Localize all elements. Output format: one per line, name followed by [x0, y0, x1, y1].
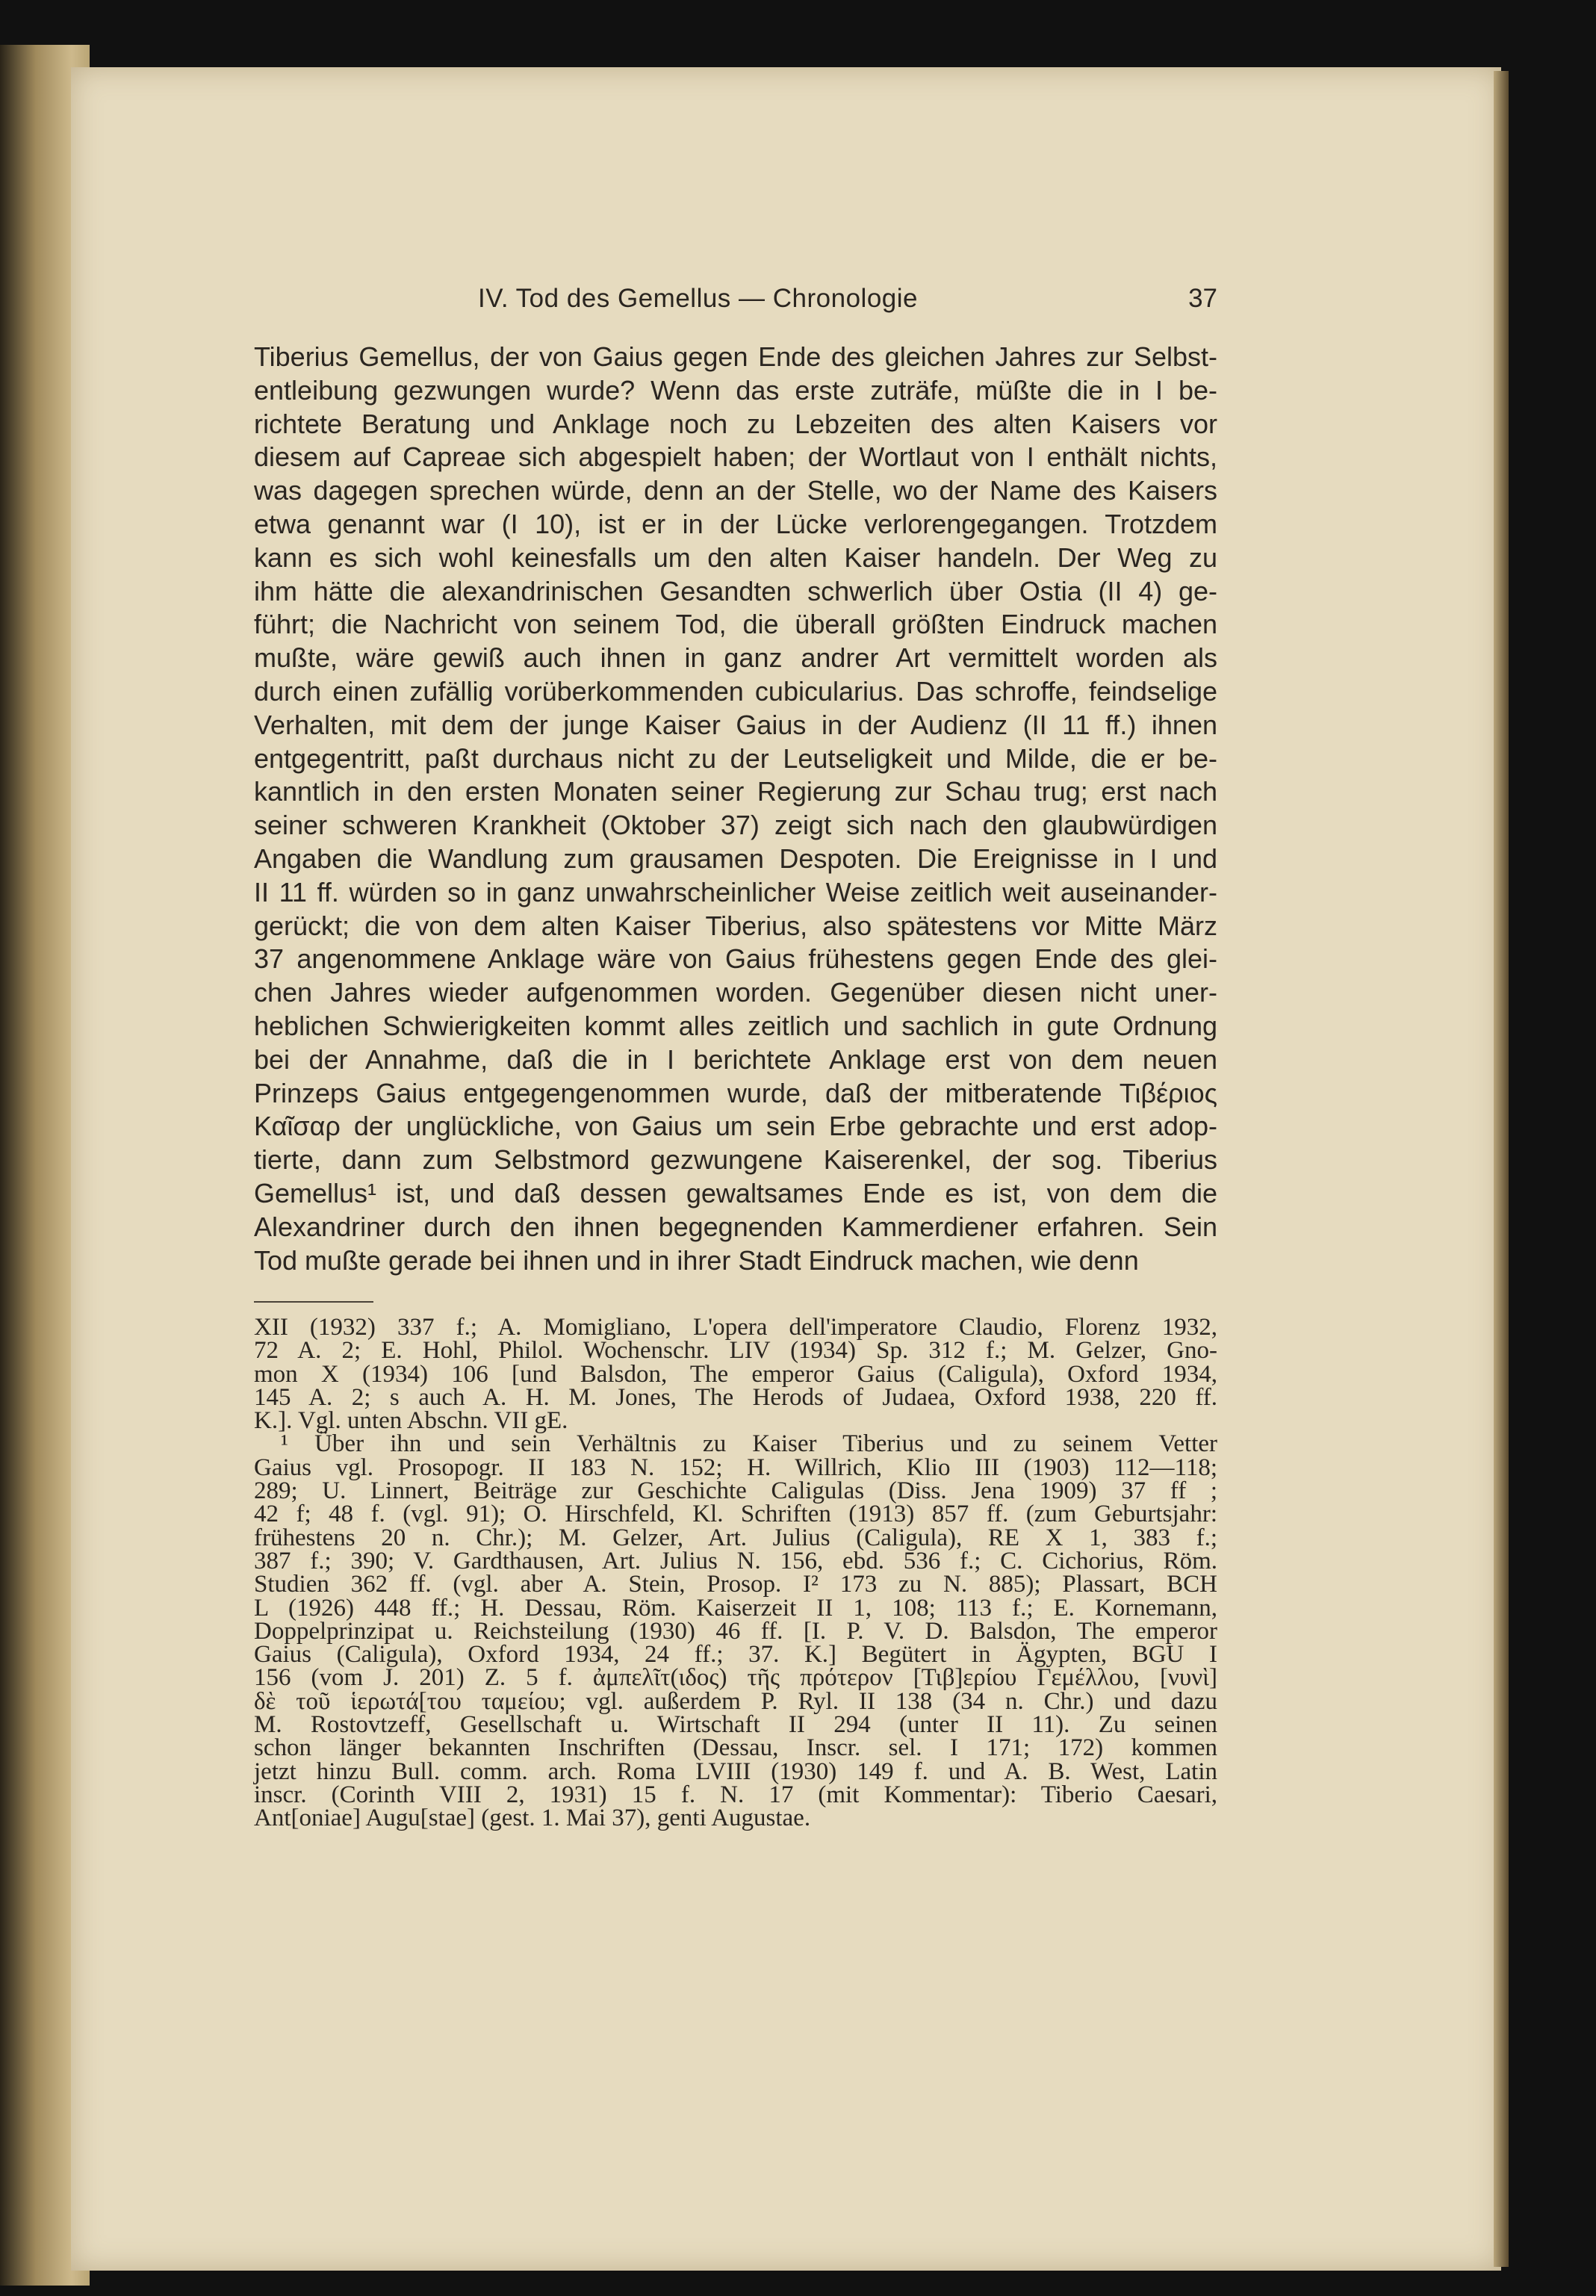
- text-line: Gemellus¹ ist, und daß dessen gewaltsames Ende es ist, von dem die: [254, 1177, 1217, 1208]
- footnote-line: L (1926) 448 ff.; H. Dessau, Röm. Kaiserzeit II 1, 108; 113 f.; E. Kornemann,: [254, 1594, 1217, 1622]
- text-line: mußte, wäre gewiß auch ihnen in ganz andrer Art vermittelt worden als: [254, 642, 1217, 674]
- footnote-line: Studien 362 ff. (vgl. aber A. Stein, Prosop. I² 173 zu N. 885); Plassart, BCH: [254, 1571, 1217, 1598]
- text-line: entleibung gezwungen wurde? Wenn das erste zuträfe, müßte die in I be-: [254, 374, 1217, 406]
- footnote-line: Doppelprinzipat u. Reichsteilung (1930) 46 ff. [I. P. V. D. Balsdon, The emperor: [254, 1617, 1217, 1645]
- text-line: Angaben die Wandlung zum grausamen Despoten. Die Ereignisse in I und: [254, 843, 1217, 874]
- chapter-title: IV. Tod des Gemellus — Chronologie: [478, 284, 918, 313]
- footnote-rule: [254, 1301, 373, 1303]
- footnote-line: M. Rostovtzeff, Gesellschaft u. Wirtschaft II 294 (unter II 11). Zu seinen: [254, 1711, 1217, 1739]
- footnote-line: schon länger bekannten Inschriften (Dessau, Inscr. sel. I 171; 172) kommen: [254, 1734, 1217, 1762]
- running-head: [254, 284, 1217, 329]
- text-line: tierte, dann zum Selbstmord gezwungene Kaiserenkel, der sog. Tiberius: [254, 1144, 1217, 1176]
- page-edge: [1494, 71, 1509, 2267]
- text-line: gerückt; die von dem alten Kaiser Tiberius, also spätestens vor Mitte März: [254, 910, 1217, 941]
- footnote-line: frühestens 20 n. Chr.); M. Gelzer, Art. Julius (Caligula), RE X 1, 383 f.;: [254, 1524, 1217, 1551]
- text-line: Tiberius Gemellus, der von Gaius gegen Ende des gleichen Jahres zur Selbst-: [254, 341, 1217, 372]
- footnote-line: 156 (vom J. 201) Z. 5 f. ἀμπελῖτ(ιδος) τῆς πρότερον [Τιβ]ερίου Γεμέλλου, [νυνὶ]: [254, 1664, 1217, 1692]
- text-line: Verhalten, mit dem der junge Kaiser Gaius in der Audienz (II 11 ff.) ihnen: [254, 709, 1217, 740]
- text-line: Alexandriner durch den ihnen begegnenden Kammerdiener erfahren. Sein: [254, 1211, 1217, 1242]
- text-line: heblichen Schwierigkeiten kommt alles zeitlich und sachlich in gute Ordnung: [254, 1010, 1217, 1041]
- footnote-line: Ant[oniae] Augu[stae] (gest. 1. Mai 37), genti Augustae.: [254, 1805, 811, 1832]
- text-line: bei der Annahme, daß die in I berichtete Anklage erst von dem neuen: [254, 1043, 1217, 1075]
- footnote-line: 72 A. 2; E. Hohl, Philol. Wochenschr. LIV (1934) Sp. 312 f.; M. Gelzer, Gno-: [254, 1337, 1217, 1365]
- text-line: kann es sich wohl keinesfalls um den alten Kaiser handeln. Der Weg zu: [254, 542, 1217, 573]
- text-line: kanntlich in den ersten Monaten seiner Regierung zur Schau trug; erst nach: [254, 776, 1217, 807]
- text-line: II 11 ff. würden so in ganz unwahrscheinlicher Weise zeitlich weit auseinander-: [254, 876, 1217, 907]
- footnote-line: ¹ Über ihn und sein Verhältnis zu Kaiser Tiberius und zu seinem Vetter: [281, 1430, 1217, 1458]
- text-line: richtete Beratung und Anklage noch zu Lebzeiten des alten Kaisers vor: [254, 408, 1217, 439]
- text-line: entgegentritt, paßt durchaus nicht zu der Leutseligkeit und Milde, die er be-: [254, 742, 1217, 774]
- text-line: Καῖσαρ der unglückliche, von Gaius um sein Erbe gebrachte und erst adop-: [254, 1111, 1217, 1142]
- footnotes: [254, 1316, 1217, 1831]
- footnote-line: XII (1932) 337 f.; A. Momigliano, L'opera dell'imperatore Claudio, Florenz 1932,: [254, 1314, 1217, 1341]
- footnote-line: mon X (1934) 106 [und Balsdon, The emperor Gaius (Caligula), Oxford 1934,: [254, 1360, 1217, 1388]
- text-line: führt; die Nachricht von seinem Tod, die überall größten Eindruck machen: [254, 609, 1217, 640]
- footnote-line: 289; U. Linnert, Beiträge zur Geschichte Caligulas (Diss. Jena 1909) 37 ff ;: [254, 1477, 1217, 1505]
- footnote-line: 42 f; 48 f. (vgl. 91); O. Hirschfeld, Kl. Schriften (1913) 857 ff. (zum Geburtsjahr:: [254, 1501, 1217, 1528]
- footnote-line: jetzt hinzu Bull. comm. arch. Roma LVIII (1930) 149 f. und A. B. West, Latin: [254, 1757, 1217, 1785]
- footnote-line: Gaius vgl. Prosopogr. II 183 N. 152; H. Willrich, Klio III (1903) 112—118;: [254, 1453, 1217, 1481]
- text-line: seiner schweren Krankheit (Oktober 37) zeigt sich nach den glaubwürdigen: [254, 810, 1217, 841]
- text-line: durch einen zufällig vorüberkommenden cubicularius. Das schroffe, feindselige: [254, 675, 1217, 707]
- text-line: chen Jahres wieder aufgenommen worden. Gegenüber diesen nicht uner-: [254, 977, 1217, 1008]
- footnote-line: Gaius (Caligula), Oxford 1934, 24 ff.; 37. K.] Begütert in Ägypten, BGU I: [254, 1641, 1217, 1669]
- text-line: Prinzeps Gaius entgegengenommen wurde, daß der mitberatende Τιβέριος: [254, 1077, 1217, 1108]
- text-line: was dagegen sprechen würde, denn an der Stelle, wo der Name des Kaisers: [254, 475, 1217, 506]
- text-line: diesem auf Capreae sich abgespielt haben; der Wortlaut von I enthält nichts,: [254, 441, 1217, 473]
- text-line: etwa genannt war (I 10), ist er in der Lücke verlorengegangen. Trotzdem: [254, 508, 1217, 539]
- text-line: Tod mußte gerade bei ihnen und in ihrer Stadt Eindruck machen, wie denn: [254, 1244, 1139, 1276]
- text-line: 37 angenommene Anklage wäre von Gaius frühestens gegen Ende des glei-: [254, 943, 1217, 975]
- footnote-line: δὲ τοῦ ἱερωτά[του ταμείου; vgl. außerdem P. Ryl. II 138 (34 n. Chr.) und dazu: [254, 1687, 1217, 1715]
- body-text: [254, 341, 1217, 1277]
- page-number: 37: [1188, 284, 1217, 313]
- footnote-line: 387 f.; 390; V. Gardthausen, Art. Julius N. 156, ebd. 536 f.; C. Cichorius, Röm.: [254, 1547, 1217, 1574]
- footnote-line: inscr. (Corinth VIII 2, 1931) 15 f. N. 17 (mit Kommentar): Tiberio Caesari,: [254, 1781, 1217, 1808]
- footnote-line: K.]. Vgl. unten Abschn. VII gE.: [254, 1407, 568, 1435]
- text-line: ihm hätte die alexandrinischen Gesandten schwerlich über Ostia (II 4) ge-: [254, 575, 1217, 606]
- footnote-line: 145 A. 2; s auch A. H. M. Jones, The Herods of Judaea, Oxford 1938, 220 ff.: [254, 1383, 1217, 1411]
